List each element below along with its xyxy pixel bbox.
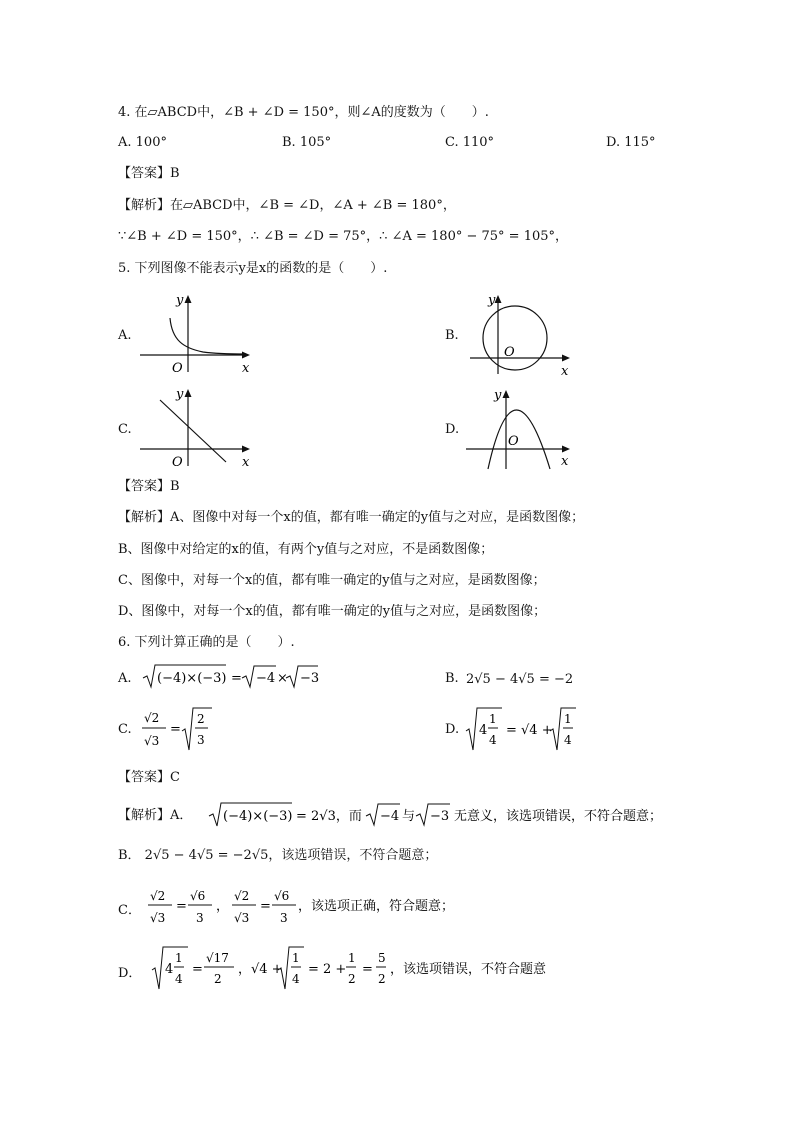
origin-label: O — [504, 345, 515, 360]
svg-text:= 2√3，而: = 2√3，而 — [296, 809, 362, 824]
svg-text:3: 3 — [280, 911, 288, 925]
axis-y-label: y — [488, 293, 496, 308]
svg-text:3: 3 — [197, 733, 205, 747]
q4-analysis-2: ∵∠B + ∠D = 150°，∴ ∠B = ∠D = 75°，∴ ∠A = 180° − 75° = 105°， — [118, 229, 569, 244]
origin-label: O — [172, 361, 183, 375]
svg-text:√3: √3 — [234, 911, 250, 925]
svg-text:=: = — [176, 899, 187, 914]
svg-text:−4: −4 — [256, 671, 276, 686]
svg-text:√3: √3 — [144, 734, 160, 748]
svg-text:√2: √2 — [144, 711, 160, 725]
svg-text:√2: √2 — [234, 889, 250, 903]
svg-text:4: 4 — [165, 962, 174, 977]
svg-text:×: × — [277, 671, 288, 686]
svg-text:√3: √3 — [150, 911, 166, 925]
q6-option-a-formula — [140, 662, 340, 692]
axis-x-label: x — [561, 364, 569, 378]
q5-graph-b — [462, 290, 577, 378]
q5-graph-d — [462, 385, 577, 470]
q6-analysis-d — [118, 962, 141, 981]
axis-y-label: y — [494, 388, 502, 403]
svg-text:4: 4 — [479, 723, 488, 738]
q6-answer: 【答案】C — [118, 770, 180, 785]
svg-text:=: = — [260, 899, 271, 914]
q4-option-b: B. 105° — [282, 135, 332, 150]
svg-text:√6: √6 — [190, 889, 206, 903]
svg-text:2: 2 — [348, 972, 356, 986]
q6-analysis-c-formula — [146, 882, 476, 930]
q5-label-c: C. — [118, 422, 132, 437]
svg-text:4: 4 — [175, 972, 183, 986]
q5-stem: 5. 下列图像不能表示y是x的函数的是（ ）. — [118, 261, 388, 276]
q6-label-b: B. — [445, 671, 459, 686]
svg-text:=: = — [192, 962, 203, 977]
analysis-d-prefix: D． — [118, 966, 142, 981]
svg-text:4: 4 — [292, 972, 300, 986]
svg-text:与: 与 — [402, 809, 416, 824]
q5-label-d: D. — [445, 422, 460, 437]
q6-stem: 6. 下列计算正确的是（ ）. — [118, 635, 295, 650]
axis-x-label: x — [242, 455, 250, 469]
svg-text:1: 1 — [564, 712, 572, 726]
q4-analysis-1: 【解析】在▱ABCD中，∠B = ∠D，∠A + ∠B = 180°， — [118, 198, 456, 213]
q4-option-c: C. 110° — [445, 135, 495, 150]
q5-analysis-c: C、图像中，对每一个x的值，都有唯一确定的y值与之对应，是函数图像； — [118, 573, 546, 588]
svg-text:−4: −4 — [380, 809, 400, 824]
q5-label-b: B. — [445, 328, 459, 343]
q4-answer: 【答案】B — [118, 166, 180, 181]
svg-text:√2: √2 — [150, 889, 166, 903]
svg-text:−3: −3 — [300, 671, 320, 686]
q6-option-b-formula: 2√5 − 4√5 = −2 — [466, 672, 574, 687]
svg-text:2: 2 — [214, 972, 222, 986]
axis-y-label: y — [176, 293, 184, 308]
origin-label: O — [172, 455, 183, 469]
svg-text:无意义，该选项错误，不符合题意；: 无意义，该选项错误，不符合题意； — [454, 809, 663, 824]
svg-text:(−4)×(−3): (−4)×(−3) — [223, 809, 293, 824]
svg-text:= 2 +: = 2 + — [308, 962, 347, 977]
q6-option-c-formula — [140, 705, 220, 753]
svg-text:，该选项错误，不符合题意: ，该选项错误，不符合题意 — [390, 962, 547, 977]
q6-analysis-b: B． 2√5 − 4√5 = −2√5，该选项错误，不符合题意； — [118, 848, 438, 863]
q6-label-a: A. — [118, 671, 132, 686]
svg-text:1: 1 — [348, 951, 356, 965]
axis-x-label: x — [561, 454, 569, 469]
q6-analysis-a — [118, 804, 192, 823]
q5-analysis-b: B、图像中对给定的x的值，有两个y值与之对应，不是函数图像； — [118, 542, 494, 557]
svg-text:2: 2 — [197, 712, 205, 726]
q6-analysis-a-formula — [206, 800, 676, 830]
q5-analysis-d: D、图像中，对每一个x的值，都有唯一确定的y值与之对应，是函数图像； — [118, 604, 547, 619]
q5-label-a: A. — [118, 328, 132, 343]
svg-text:5: 5 — [378, 951, 386, 965]
q4-option-a: A. 100° — [118, 135, 167, 150]
svg-text:，该选项正确，符合题意；: ，该选项正确，符合题意； — [298, 899, 455, 914]
svg-text:−3: −3 — [430, 809, 450, 824]
svg-text:(−4)×(−3): (−4)×(−3) — [157, 671, 227, 686]
analysis-a-prefix: 【解析】A． — [118, 808, 193, 823]
svg-text:1: 1 — [292, 951, 300, 965]
axis-y-label: y — [176, 387, 184, 402]
analysis-c-prefix: C． — [118, 903, 141, 918]
q6-option-d-formula — [464, 705, 594, 753]
svg-text:1: 1 — [175, 951, 183, 965]
svg-text:√6: √6 — [274, 889, 290, 903]
q5-graph-a — [138, 290, 258, 375]
svg-text:√17: √17 — [206, 951, 229, 965]
q6-label-c: C. — [118, 722, 132, 737]
svg-text:1: 1 — [489, 712, 497, 726]
svg-text:=: = — [170, 722, 181, 737]
svg-text:，√4 +: ，√4 + — [238, 962, 283, 977]
svg-text:= √4 +: = √4 + — [506, 723, 553, 738]
svg-text:=: = — [231, 671, 242, 686]
q4-option-d: D. 115° — [606, 135, 656, 150]
svg-text:，: ， — [216, 899, 230, 914]
q5-answer: 【答案】B — [118, 479, 180, 494]
svg-text:=: = — [362, 962, 373, 977]
q6-label-d: D. — [445, 722, 460, 737]
axis-x-label: x — [242, 361, 250, 375]
svg-text:3: 3 — [196, 911, 204, 925]
origin-label: O — [508, 434, 519, 449]
svg-text:2: 2 — [378, 972, 386, 986]
q5-graph-c — [138, 384, 258, 469]
svg-text:4: 4 — [489, 733, 497, 747]
svg-text:4: 4 — [564, 733, 572, 747]
q6-analysis-d-formula — [150, 944, 570, 992]
q4-stem: 4. 在▱ABCD中，∠B + ∠D = 150°，则∠A的度数为（ ）. — [118, 105, 489, 120]
q6-analysis-c — [118, 899, 141, 918]
q5-analysis-a: 【解析】A、图像中对每一个x的值，都有唯一确定的y值与之对应，是函数图像； — [118, 510, 585, 525]
